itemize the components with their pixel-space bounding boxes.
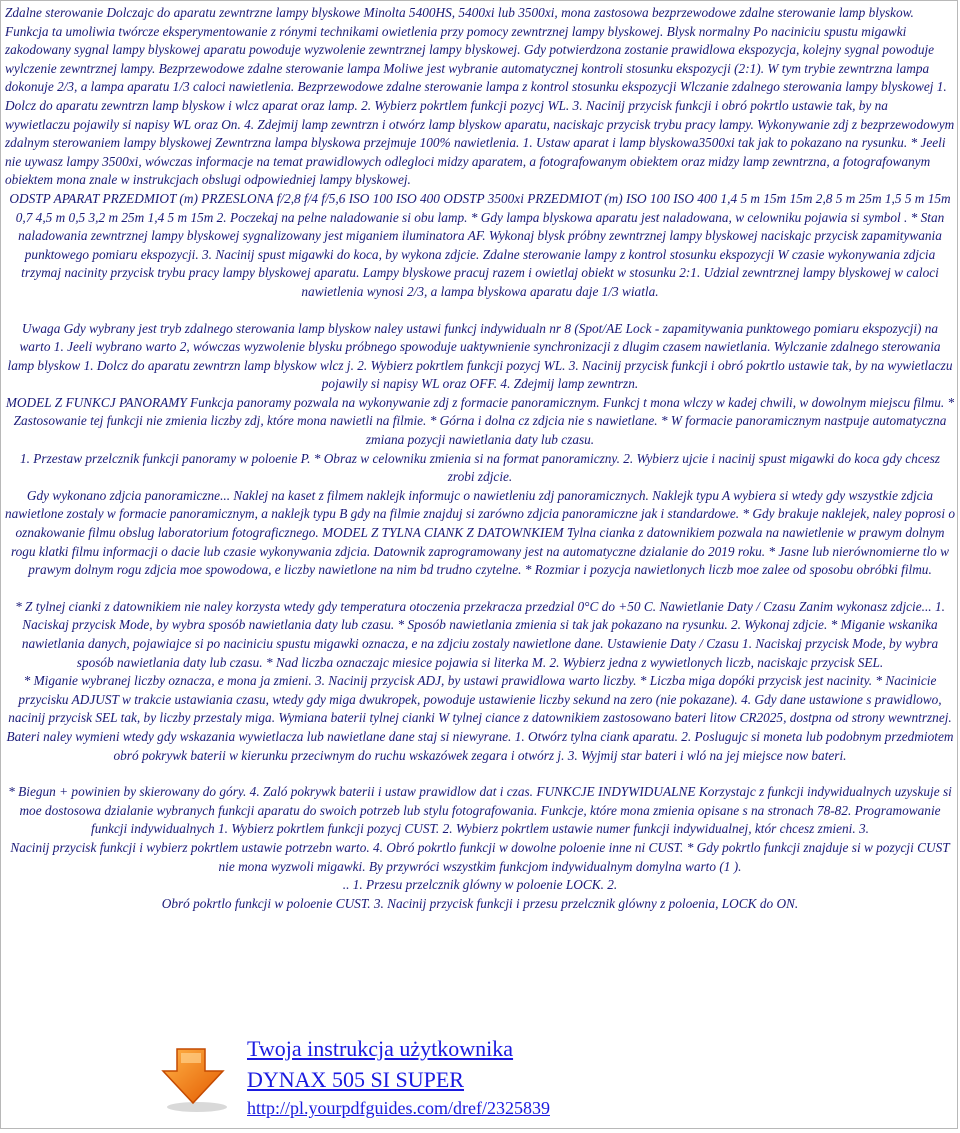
paragraph-7: * Z tylnej cianki z datownikiem nie naley korzysta wtedy gdy temperatura otoczenia przekracza przedzial 0°C do +50 C. Nawietlanie Daty / Czasu Zanim wykonasz zdjcie... 1. Naciskaj przycisk Mode, by wybra sposób nawietlania daty lub czasu. * Sposób nawietlania zmienia si tak jak pokazano na rysunku. 2. Wykonaj zdjcie. * Miganie wskanika nawietlania danych, pojawiajce si po naciniciu spustu migawki oznacza, e na zdjciu zostaly nawietlone dane. Ustawienie Daty / Czasu 1. Naciskaj przycisk Mode, by wybra sposób nawietlania daty lub czasu. * Nad liczba oznaczajc miesice pojawia si literka M. 2. Wybierz jedna z wywietlonych liczb, naciskajc przycisk SEL. [15, 598, 945, 670]
orange-arrow-logo-icon [159, 1041, 235, 1113]
paragraph-5: 1. Przestaw przelcznik funkcji panoramy w poloenie P. * Obraz w celowniku zmienia si na format panoramiczny. 2. Wybierz ujcie i nacinij spust migawki do koca gdy chcesz zrobi zdjcie. [20, 450, 940, 485]
paragraph-spacer [5, 765, 955, 783]
paragraph-1: Zdalne sterowanie Dolczajc do aparatu zewntrzne lampy blyskowe Minolta 5400HS, 5400xi lub 3500xi, mona zastosowa bezprzewodowe zdalne sterowanie lamp blyskow. Funkcja ta umoliwia twórcze eksperymentowanie z rónymi technikami owietlenia przy pomocy zewntrznej lampy blyskowej. Blysk normalny Po naciniciu spustu migawki zakodowany sygnal lampy blyskowej aparatu powoduje wyzwolenie zewntrznej lampy blyskowej. Gdy potwierdzona zostanie prawidlowa ekspozycja, kolejny sygnal powoduje wylczenie zewntrznej lampy. Bezprzewodowe zdalne sterowanie lampa Moliwe jest wybranie automatycznej kontroli stosunku ekspozycji (2:1). W tym trybie zewntrzna lampa dokonuje 2/3, a lampa aparatu 1/3 caloci nawietlenia. Bezprzewodowe zdalne sterowanie lampa z kontrol stosunku ekspozycji Wlczanie zdalnego sterowania lampy blyskowej 1. Dolcz do aparatu zewntrzn lamp blyskow i wlcz aparat oraz lamp. 2. Wybierz pokrtlem funkcji pozycj WL. 3. Nacinij przycisk funkcji i obró pokrtlo ustawie tak, by na wywietlaczu pojawily si napisy WL oraz On. 4. Zdejmij lamp zewntrzn i otwórz lamp blyskow aparatu, naciskajc przycisk trybu pracy lampy. Wykonywanie zdj z bezprzewodowym zdalnym sterowaniem lampy blyskowej Zewntrzna lampa blyskowa przejmuje 100% nawietlenia. 1. Ustaw aparat i lamp blyskowa3500xi tak jak to pokazano na rysunku. * Jeeli nie uywasz lampy 3500xi, wówczas informacje na temat prawidlowych odlegloci midzy aparatem, a fotografowanym obiektem oraz midzy lamp zewntrzna, a fotografowanym obiektem mona znale w instrukcjach obslugi odpowiedniej lampy blyskowej. [5, 5, 955, 188]
paragraph-11: .. 1. Przesu przelcznik glówny w poloenie LOCK. 2. [342, 877, 618, 893]
paragraph-spacer [5, 580, 955, 598]
paragraph-8: * Miganie wybranej liczby oznacza, e mona ja zmieni. 3. Nacinij przycisk ADJ, by ustawi prawidlowa warto liczby. * Liczba miga dopóki przycisk jest nacinity. * Nacinicie przycisku ADJUST w trakcie ustawiania czasu, wtedy gdy miga dwukropek, powoduje ustawienie liczby sekund na zero (nie pokazane). 4. Gdy dane ustawione s prawidlowo, nacinij przycisk SEL tak, by liczby przestaly miga. Wymiana baterii tylnej cianki W tylnej ciance z datownikiem zastosowano bateri litow CR2025, dostpna od strony wewntrznej. Bateri naley wymieni wtedy gdy wskazania wywietlacza lub nawietlane dane staj si niewyrane. 1. Otwórz tylna ciank aparatu. 2. Poslugujc si moneta lub podobnym przedmiotem obró pokrywk baterii w kierunku przeciwnym do ruchu wskazówek zegara i otwórz j. 3. Wyjmij star bateri i wló na jej miejsce now bateri. [6, 673, 954, 763]
paragraph-4: MODEL Z FUNKCJ PANORAMY Funkcja panoramy pozwala na wykonywanie zdj z formacie panoramicznym. Funkcj t mona wlczy w kadej chwili, w dowolnym miejscu filmu. * Zastosowanie tej funkcji nie zmienia liczby zdj, które mona nawietli na filmie. * Górna i dolna cz zdjcia nie s nawietlane. * W formacie panoramicznym nastpuje automatyczna zmiana pozycji nawietlania daty lub czasu. [5, 394, 955, 448]
footer-banner [159, 1033, 719, 1121]
footer-links [247, 1033, 550, 1121]
paragraph-2: ODSTP APARAT PRZEDMIOT (m) PRZESLONA f/2,8 f/4 f/5,6 ISO 100 ISO 400 ODSTP 3500xi PRZEDMIOT (m) ISO 100 ISO 400 1,4 5 m 15m 15m 2,8 5 m 25m 1,5 5 m 15m 0,7 4,5 m 0,5 3,2 m 25m 1,4 5 m 15m 2. Poczekaj na pelne naladowanie si obu lamp. * Gdy lampa blyskowa aparatu jest naladowana, w celowniku pojawia si symbol . * Stan naladowania zewntrznej lampy blyskowej sygnalizowany jest miganiem iluminatora AF. Wykonaj blysk próbny zewntrznej lampy blyskowej naciskajc przycisk zapamitywania punktowego pomiaru ekspozycji. 3. Nacinij spust migawki do koca, by wykona zdjcie. Zdalne sterowanie lampy z kontrol stosunku ekspozycji W czasie wykonywania zdjcia trzymaj nacinity przycisk trybu pracy lampy blyskowej aparatu. Lampy blyskowe pracuj razem i owietlaj obiekt w stosunku 2:1. Udzial zewntrznej lampy blyskowej w caloci nawietlenia wynosi 2/3, a lampa blyskowa aparatu daje 1/3 wiatla. [9, 190, 951, 299]
paragraph-12: Obró pokrtlo funkcji w poloenie CUST. 3. Nacinij przycisk funkcji i przesu przelcznik glówny z poloenia, LOCK do ON. [161, 895, 799, 911]
document-body [5, 4, 955, 913]
paragraph-9: * Biegun + powinien by skierowany do góry. 4. Zaló pokrywk baterii i ustaw prawidlow dat i czas. FUNKCJE INDYWIDUALNE Korzystajc z funkcji indywidualnych uzyskuje si moe dostosowa dzialanie wybranych funkcji aparatu do swoich potrzeb lub stylu fotografowania. Funkcje, które mona zmienia opisane s na stronach 78-82. Programowanie funkcji indywidualnych 1. Wybierz pokrtlem funkcji pozycj CUST. 2. Wybierz pokrtlem ustawie numer funkcji indywidualnej, któr chcesz zmieni. 3. [8, 784, 952, 837]
paragraph-3: Uwaga Gdy wybrany jest tryb zdalnego sterowania lamp blyskow naley ustawi funkcj indywidualn nr 8 (Spot/AE Lock - zapamitywania punktowego pomiaru ekspozycji) na warto 1. Jeeli wybrano warto 2, wówczas wyzwolenie blysku próbnego spowoduje uaktywnienie synchronizacji z dlugim czasem nawietlania. Wylczanie zdalnego sterowania lamp blyskow 1. Dolcz do aparatu zewntrzn lamp blyskow wlcz j. 2. Wybierz pokrtlem funkcji pozycj WL. 3. Nacinij przycisk funkcji i obró pokrtlo ustawie tak, by na wywietlaczu pojawily si napisy WL oraz OFF. 4. Zdejmij lamp zewntrzn. [7, 320, 953, 392]
paragraph-6: Gdy wykonano zdjcia panoramiczne... Naklej na kaset z filmem naklejk informujc o nawietleniu zdj panoramicznych. Naklejk typu A wybiera si wtedy gdy wszystkie zdjcia nawietlone zostaly w formacie panoramicznym, a naklejk typu B gdy na filmie znajduj si zarówno zdjcia panoramiczne jak i standardowe. * Gdy brakuje naklejek, naley poprosi o oznakowanie filmu obslug laboratorium fotograficznego. MODEL Z TYLNA CIANK Z DATOWNKIEM Tylna cianka z datownikiem pozwala na nawietlenie w prawym dolnym rogu klatki filmu informacji o dacie lub czasie wykonywania zdjcia. Datownik zaprogramowany jest na automatyczne dzialanie do 2019 roku. * Jasne lub nierównomierne tlo w prawym dolnym rogu zdjcia moe spowodowa, e liczby nawietlone na nim bd trudno czytelne. * Rozmiar i pozycja nawietlonych liczb moe zalee od sposobu obróbki filmu. [5, 487, 955, 578]
model-name-link[interactable]: DYNAX 505 SI SUPER [247, 1067, 464, 1092]
manual-title-link[interactable]: Twoja instrukcja użytkownika [247, 1036, 514, 1061]
manual-url-link[interactable]: http://pl.yourpdfguides.com/dref/2325839 [247, 1098, 550, 1118]
paragraph-10: Nacinij przycisk funkcji i wybierz pokrtlem ustawie potrzebn warto. 4. Obró pokrtlo funkcji w dowolne poloenie inne ni CUST. * Gdy pokrtlo funkcji znajduje si w pozycji CUST nie mona wyzwoli migawki. By przywróci wszystkim funkcjom indywidualnym domylna warto (1 ). [10, 839, 950, 874]
paragraph-spacer [5, 302, 955, 320]
